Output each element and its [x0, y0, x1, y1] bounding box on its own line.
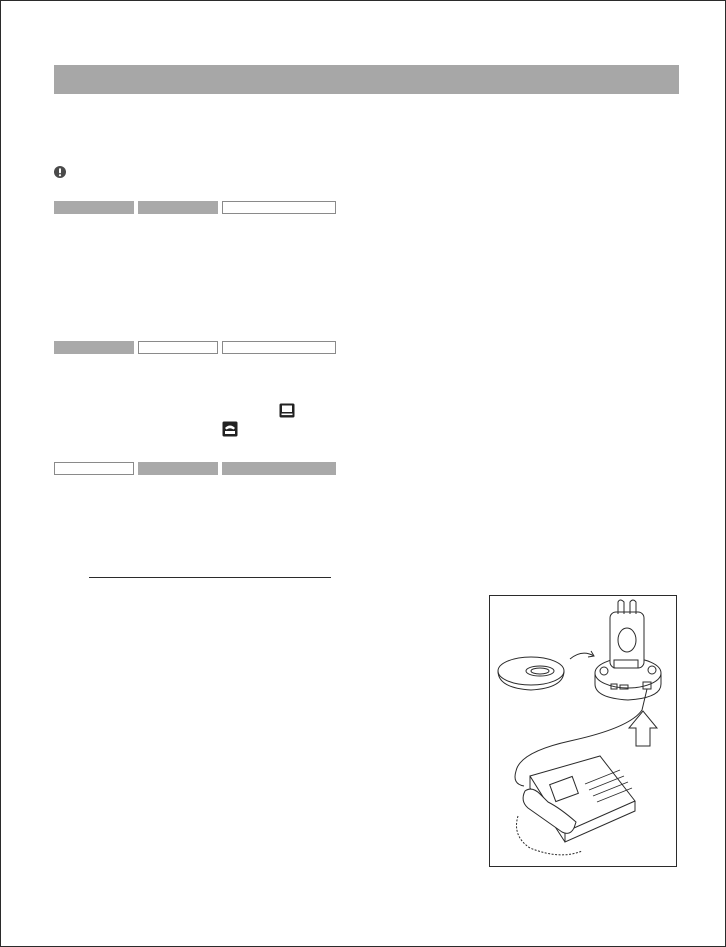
tab-indicator [138, 201, 218, 214]
desk-phone-icon [222, 421, 238, 437]
tab-indicator [54, 341, 134, 354]
tab-indicator [222, 341, 336, 354]
section-header-bar [54, 65, 679, 94]
tab-indicator [138, 462, 218, 475]
section-underline [89, 577, 331, 578]
up-arrow-icon [629, 711, 657, 746]
exclamation-icon [54, 166, 66, 178]
setup-illustration [489, 595, 677, 867]
tab-indicator [138, 341, 218, 354]
tab-row-3 [54, 462, 336, 475]
tab-row-2 [54, 341, 336, 354]
tab-indicator [54, 462, 134, 475]
desk-phone-icon [517, 756, 636, 855]
base-station-icon [595, 600, 661, 700]
tab-row-1 [54, 201, 336, 214]
speakerphone-icon [498, 657, 564, 690]
tab-indicator [222, 462, 336, 475]
illustration-drawing [490, 596, 676, 866]
computer-icon [279, 403, 295, 418]
tab-indicator [54, 201, 134, 214]
tab-indicator [222, 201, 336, 214]
